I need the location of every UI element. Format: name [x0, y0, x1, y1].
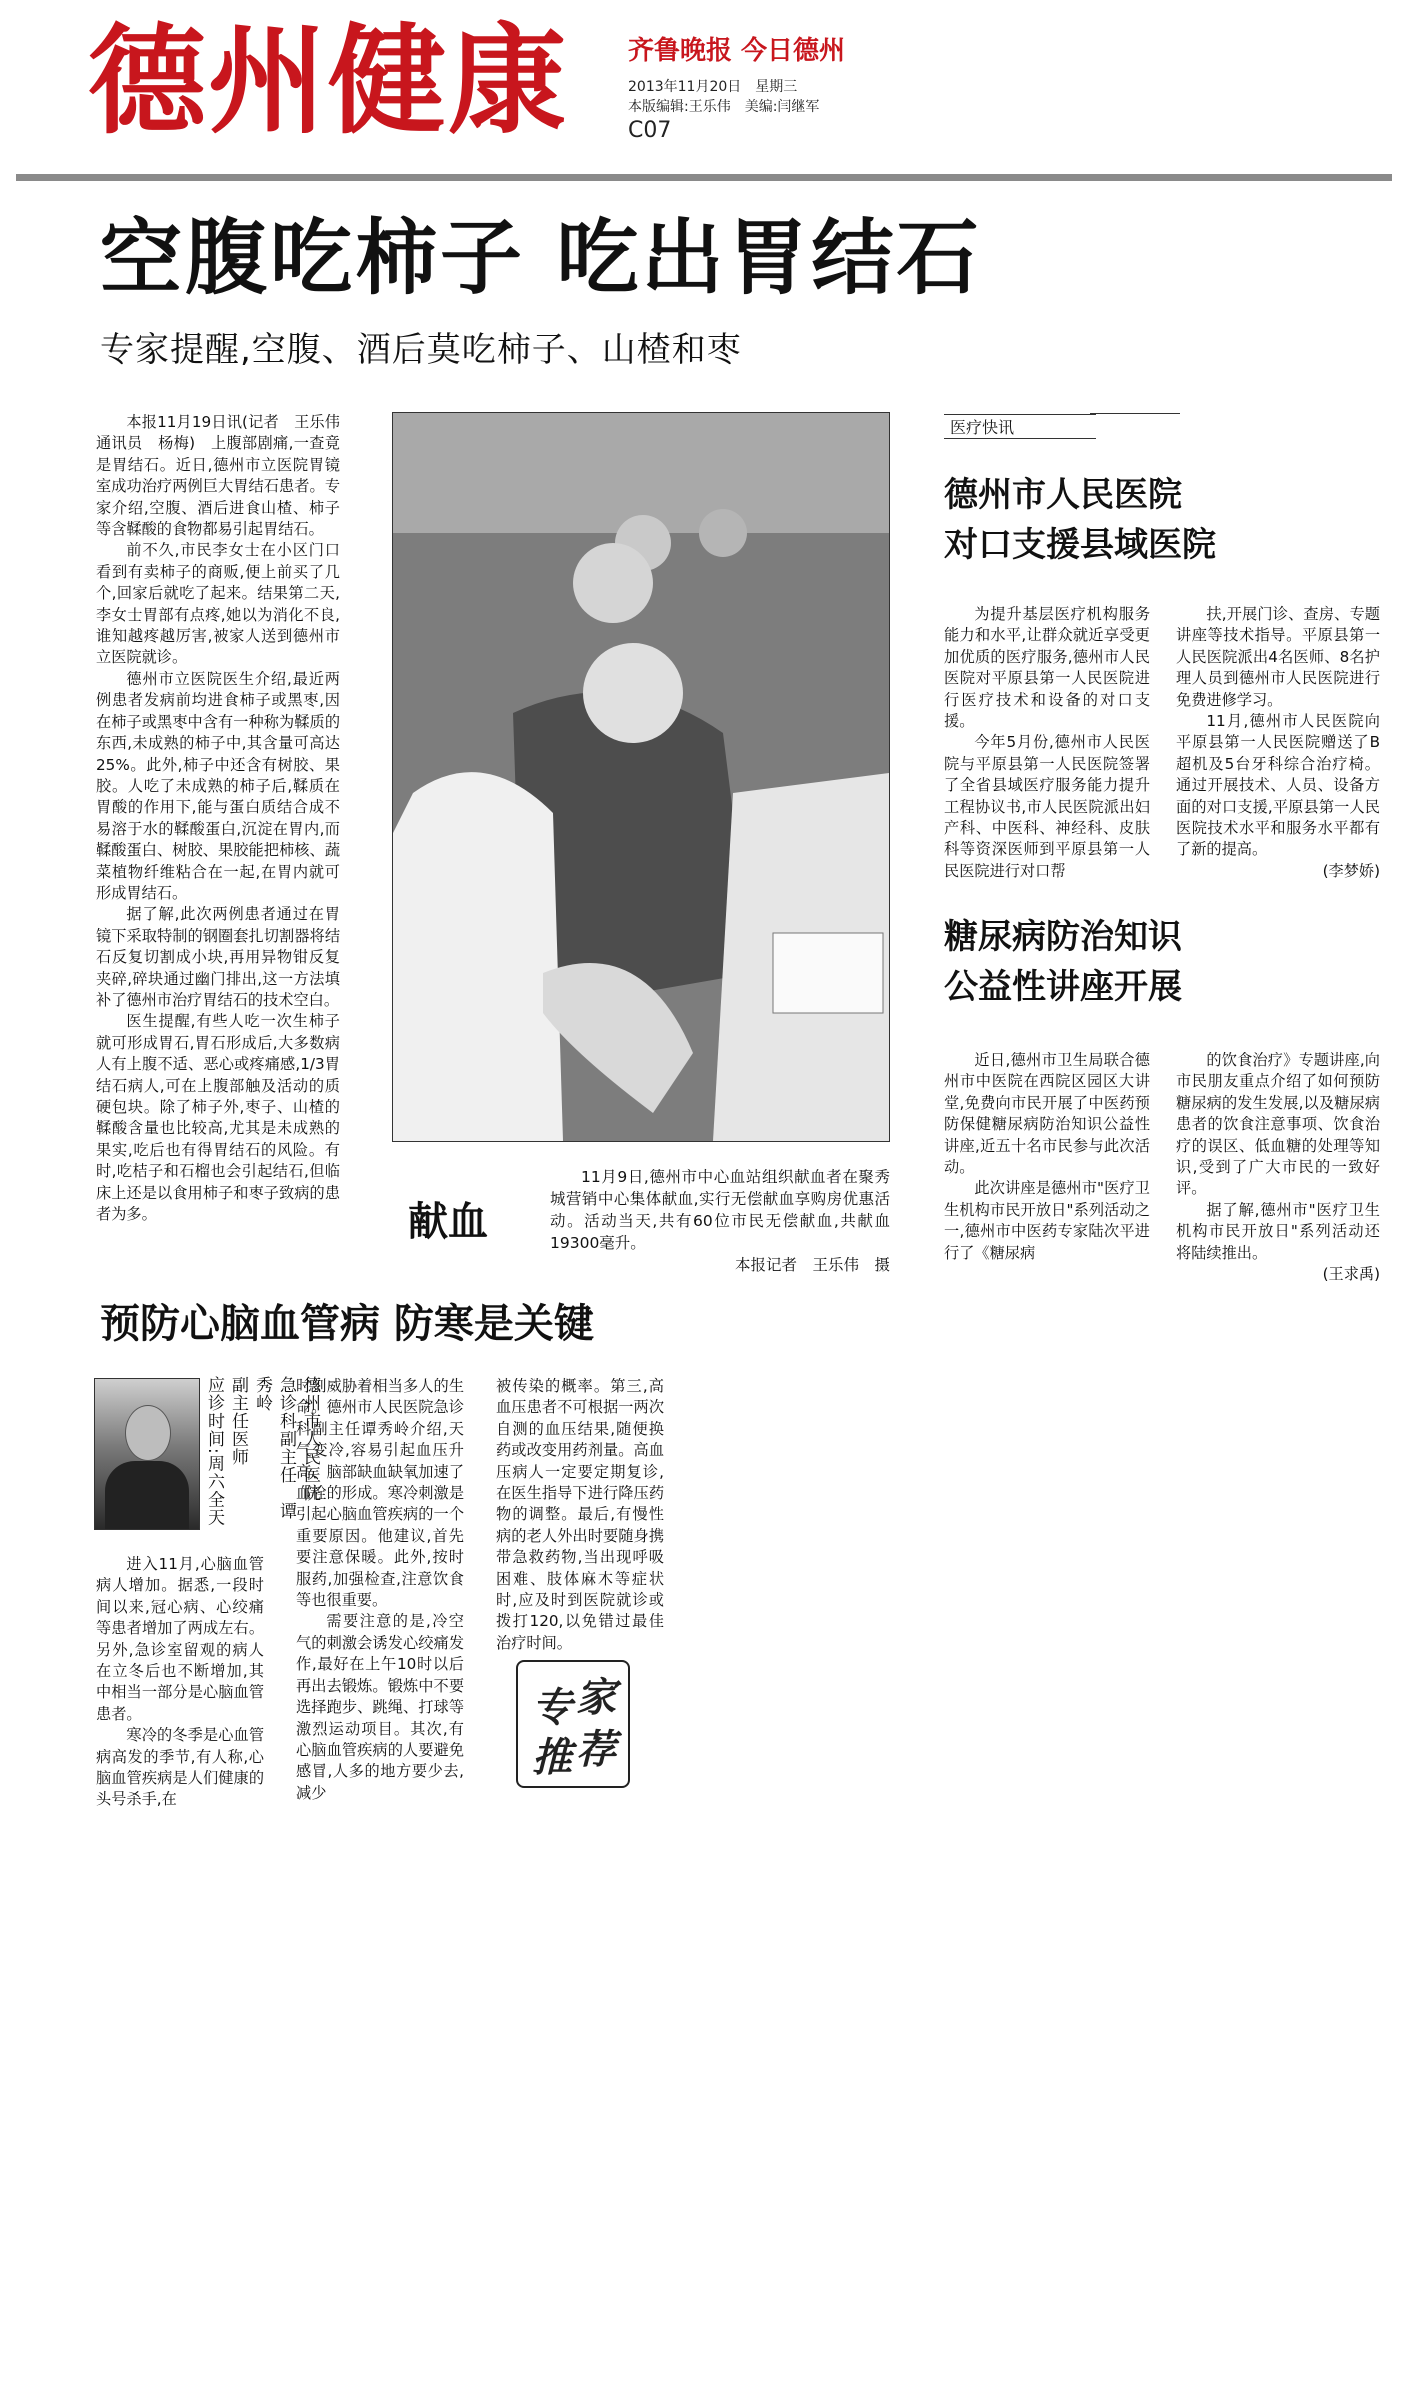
paragraph: 寒冷的冬季是心血管病高发的季节,有人称,心脑血管疾病是人们健康的头号杀手,在 — [96, 1726, 264, 1809]
sidebar-story2-col2 — [1176, 1050, 1380, 1285]
headline-line: 德州市人民医院 — [944, 475, 1182, 515]
caption-line: 副主任医师 — [228, 1376, 248, 1466]
caption-line: 应诊时间:周六全天 — [204, 1376, 224, 1527]
photo-caption — [550, 1166, 890, 1276]
expert-recommend-seal — [516, 1660, 630, 1788]
second-headline: 预防心脑血管病 防寒是关键 — [100, 1301, 594, 1347]
sidebar-section-tag: 医疗快讯 — [944, 414, 1096, 439]
paragraph: 需要注意的是,冷空气的刺激会诱发心绞痛发作,最好在上午10时以后再出去锻炼。锻炼中不要选择跑步、跳绳、打球等激烈运动项目。其次,有心脑血管疾病的人要避免感冒,人多的地方要少去,减少 — [296, 1612, 464, 1802]
second-story-col3 — [496, 1376, 664, 1654]
paragraph: 的饮食治疗》专题讲座,向市民朋友重点介绍了如何预防糖尿病的发生发展,以及糖尿病患者的饮食注意事项、饮食治疗的误区、低血糖的处理等知识,受到了广大市民的一致好评。 — [1176, 1051, 1380, 1198]
caption-line: 德州市人民医院 — [300, 1376, 320, 1502]
blood-donation-photo — [392, 412, 890, 1142]
paragraph: 进入11月,心脑血管病人增加。据悉,一段时间以来,冠心病、心绞痛等患者增加了两成左右。另外,急诊室留观的病人在立冬后也不断增加,其中相当一部分是心脑血管患者。 — [96, 1555, 264, 1723]
sidebar-story2-headline — [944, 912, 1182, 1012]
photo-credit: 本报记者 王乐伟 摄 — [734, 1256, 890, 1274]
paragraph: 德州市立医院医生介绍,最近两例患者发病前均进食柿子或黑枣,因在柿子或黑枣中含有一种称为鞣质的东西,未成熟的柿子中,其含量可高达25%。此外,柿子中还含有树胶、果胶。人吃了未成熟的柿子后,鞣质在胃酸的作用下,能与蛋白质结合成不易溶于水的鞣酸蛋白,沉淀在胃内,而鞣酸蛋白、树胶、果胶能把柿核、蔬菜植物纤维粘合在一起,在胃内就可形成胃结石。 — [96, 669, 340, 902]
photo-label: 献血 — [408, 1199, 488, 1245]
section-title: 德州健康 — [88, 12, 569, 150]
paragraph: 时刻威胁着相当多人的生命。德州市人民医院急诊科副主任谭秀岭介绍,天气变冷,容易引起血压升高、脑部缺血缺氧加速了血栓的形成。寒冷刺激是引起心脑血管疾病的一个重要原因。他建议,首先要注意保暖。此外,按时服药,加强检查,注意饮食等也很重要。 — [296, 1377, 464, 1610]
sidebar-story1-headline — [944, 470, 1216, 570]
main-subheadline: 专家提醒,空腹、酒后莫吃柿子、山楂和枣 — [100, 330, 742, 370]
seal-char: 推 — [532, 1734, 572, 1781]
doctor-portrait — [94, 1378, 200, 1530]
second-story-col1 — [96, 1554, 264, 1811]
main-story-body — [96, 412, 356, 1225]
paragraph: 被传染的概率。第三,高血压患者不可根据一两次自测的血压结果,随便换药或改变用药剂量。高血压病人一定要定期复诊,在医生指导下进行降压药物的调整。最后,有慢性病的老人外出时要随身携带急救药物,当出现呼吸困难、肢体麻木等症状时,应及时到医院就诊或拨打120,以免错过最佳治疗时间。 — [496, 1377, 664, 1652]
portrait-body — [105, 1461, 189, 1529]
photo-caption-text: 11月9日,德州市中心血站组织献血者在聚秀城营销中心集体献血,实行无偿献血享购房优惠活动。活动当天,共有60位市民无偿献血,共献血19300毫升。 — [550, 1168, 890, 1252]
second-story-col2 — [296, 1376, 464, 1804]
editors-line: 本版编辑:王乐伟 美编:闫继军 — [628, 99, 820, 115]
paper-name: 齐鲁晚报 今日德州 — [628, 36, 846, 66]
paragraph: 医生提醒,有些人吃一次生柿子就可形成胃石,胃石形成后,大多数病人有上腹不适、恶心或疼痛感,1/3胃结石病人,可在上腹部触及活动的质硬包块。除了柿子外,枣子、山楂的鞣酸含量也比较高,尤其是未成熟的果实,吃后也有得胃结石的风险。有时,吃桔子和石榴也会引起结石,但临床上还是以食用柿子和枣子致病的患者为多。 — [96, 1012, 340, 1224]
sidebar-story1-col1 — [944, 604, 1150, 882]
byline: (王求禹) — [1322, 1265, 1380, 1284]
byline: (李梦娇) — [1322, 861, 1380, 880]
caption-line: 急诊科副主任 谭秀岭 — [252, 1376, 296, 1520]
seal-char: 专 — [532, 1684, 572, 1731]
page-number: C07 — [628, 118, 672, 143]
divider — [1090, 413, 1180, 414]
paragraph: 本报11月19日讯(记者 王乐伟 通讯员 杨梅) 上腹部剧痛,一查竟是胃结石。近日,德州市立医院胃镜室成功治疗两例巨大胃结石患者。专家介绍,空腹、酒后进食山楂、柿子等含鞣酸的食物都易引起胃结石。 — [96, 413, 356, 539]
portrait-head — [125, 1405, 171, 1461]
sidebar-story1-col2 — [1176, 604, 1380, 882]
photo-scene — [393, 413, 889, 1141]
paragraph: 今年5月份,德州市人民医院与平原县第一人民医院签署了全省县域医疗服务能力提升工程协议书,市人民医院派出妇产科、中医科、神经科、皮肤科等资深医师到平原县第一人民医院进行对口帮 — [944, 733, 1150, 880]
paragraph: 前不久,市民李女士在小区门口看到有卖柿子的商贩,便上前买了几个,回家后就吃了起来。结果第二天,李女士胃部有点疼,她以为消化不良,谁知越疼越厉害,被家人送到德州市立医院就诊。 — [96, 541, 340, 667]
paragraph: 扶,开展门诊、查房、专题讲座等技术指导。平原县第一人民医院派出4名医师、8名护理人员到德州市人民医院进行免费进修学习。 — [1176, 605, 1380, 709]
headline-line: 对口支援县域医院 — [944, 525, 1216, 565]
date-line: 2013年11月20日 星期三 — [628, 79, 798, 95]
paragraph: 此次讲座是德州市"医疗卫生机构市民开放日"系列活动之一,德州市中医药专家陆次平进行了《糖尿病 — [944, 1179, 1150, 1262]
paragraph: 为提升基层医疗机构服务能力和水平,让群众就近享受更加优质的医疗服务,德州市人民医院对平原县第一人民医院进行医疗技术和设备的对口支援。 — [944, 605, 1150, 731]
headline-line: 糖尿病防治知识 — [944, 917, 1182, 957]
seal-char: 家 — [576, 1674, 616, 1721]
paragraph: 11月,德州市人民医院向平原县第一人民医院赠送了B超机及5台牙科综合治疗椅。通过开展技术、人员、设备方面的对口支援,平原县第一人民医院技术水平和服务水平都有了新的提高。 — [1176, 712, 1380, 859]
paragraph: 据了解,德州市"医疗卫生机构市民开放日"系列活动还将陆续推出。 — [1176, 1200, 1380, 1262]
masthead-rule — [16, 174, 1392, 181]
paragraph: 近日,德州市卫生局联合德州市中医院在西院区园区大讲堂,免费向市民开展了中医药预防保健糖尿病防治知识公益性讲座,近五十名市民参与此次活动。 — [944, 1051, 1150, 1177]
main-headline: 空腹吃柿子 吃出胃结石 — [100, 211, 982, 306]
paragraph: 据了解,此次两例患者通过在胃镜下采取特制的钢圈套扎切割器将结石反复切割成小块,再用异物钳反复夹碎,碎块通过幽门排出,这一方法填补了德州市治疗胃结石的技术空白。 — [96, 905, 340, 1009]
headline-line: 公益性讲座开展 — [944, 967, 1182, 1007]
sidebar-story2-col1 — [944, 1050, 1150, 1264]
seal-char: 荐 — [576, 1726, 616, 1773]
